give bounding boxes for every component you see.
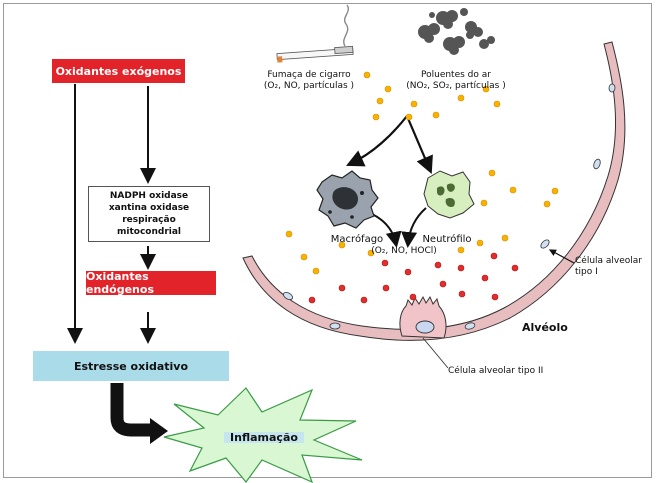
neutrophil-cell-icon xyxy=(424,171,474,218)
cigarette-smoke-label xyxy=(254,70,364,92)
macrophage-cell-icon xyxy=(317,171,378,228)
pointer-type-ii xyxy=(423,338,448,368)
air-pollutants-items: (NO₂, SO₂, partículas ) xyxy=(406,81,506,91)
cigarette-smoke-title: Fumaça de cigarro xyxy=(267,70,351,80)
oxidative-stress-box xyxy=(33,351,229,381)
thick-arrow-head xyxy=(150,418,168,444)
cigarette-icon xyxy=(277,5,353,63)
enzyme-line-2: xantina oxidase xyxy=(108,203,190,213)
exogenous-oxidants-label: Oxidantes exógenos xyxy=(55,64,182,78)
cigarette-smoke-items: (O₂, NO, partículas ) xyxy=(263,81,355,91)
enzyme-line-3: respiração mitocondrial xyxy=(117,215,181,237)
endogenous-oxidants-box xyxy=(86,271,216,295)
alveolar-type-i-line1: Célula alveolar xyxy=(575,256,643,266)
enzymes-box xyxy=(88,186,210,242)
alveolar-type-ii-cell-icon xyxy=(400,297,446,338)
air-pollutants-label xyxy=(392,70,520,92)
alveolar-type-i-line2: tipo I xyxy=(575,267,598,277)
endogenous-oxidants-label: Oxidantes endógenos xyxy=(86,270,154,296)
oxidative-stress-label: Estresse oxidativo xyxy=(73,359,189,373)
red-oxidant-particles xyxy=(309,253,518,303)
alveolar-type-i-label xyxy=(575,256,653,278)
enzyme-line-1: NADPH oxidase xyxy=(109,191,189,201)
macrophage-label: Macrófago xyxy=(330,234,384,245)
air-pollutants-title: Poluentes do ar xyxy=(421,70,491,80)
arrow-to-neutrophil xyxy=(407,116,430,170)
alveolus-label: Alvéolo xyxy=(522,321,568,334)
inflammation-label: Inflamação xyxy=(224,432,304,443)
alveolar-type-ii-label: Célula alveolar tipo II xyxy=(448,366,544,376)
exogenous-oxidants-box xyxy=(52,59,185,83)
arrow-to-macrophage xyxy=(350,116,407,164)
cell-products-label: (O₂, NO, HOCl) xyxy=(371,246,437,256)
neutrophil-label: Neutrófilo xyxy=(422,234,472,245)
thick-arrow-body xyxy=(117,383,152,430)
air-pollution-cloud-icon xyxy=(418,8,495,55)
